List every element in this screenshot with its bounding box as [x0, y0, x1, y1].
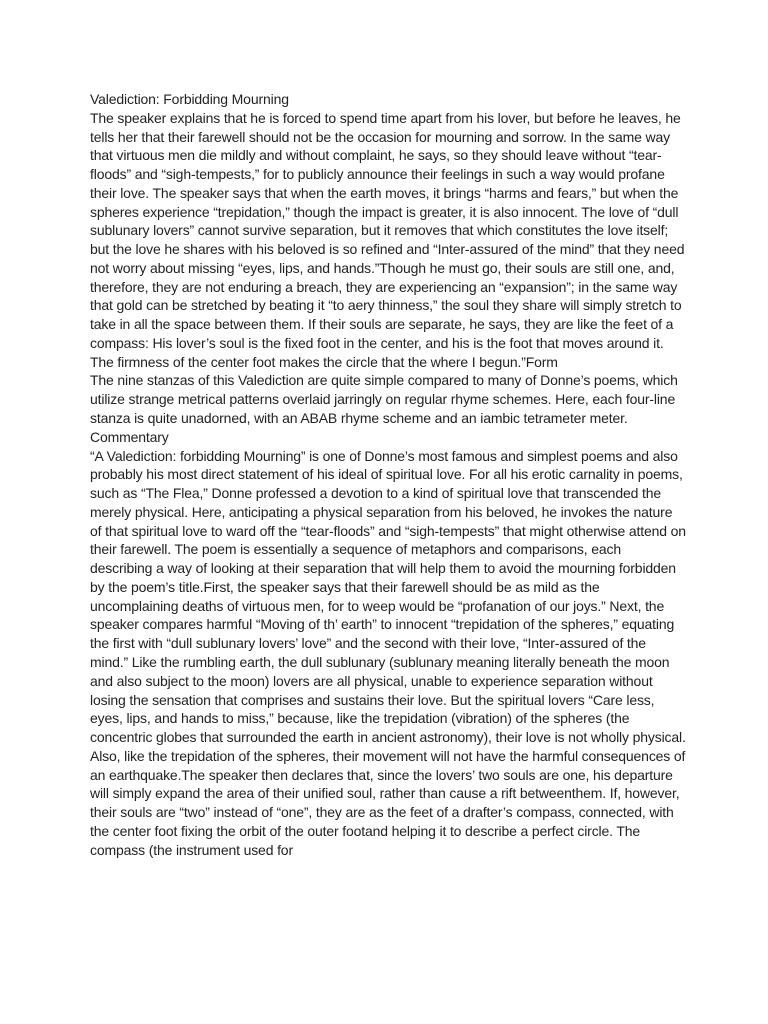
form-paragraph: The nine stanzas of this Valediction are quite simple compared to many of Donne’s poems, which utilize strange metrical patterns overlaid jarringly on regular rhyme schemes. Here, each four-line stanza is quite unadorned, with an ABAB rhyme scheme and an iambic tetrameter meter.: [90, 372, 678, 427]
summary-paragraph: The speaker explains that he is forced to spend time apart from his lover, but before he leaves, he tells her that their farewell should not be the occasion for mourning and sorrow. In the same way that virtuous men die mildly and without complaint, he says, so they should leave without “tear-floods” and “sigh-tempests,” for to publicly announce their feelings in such a way would profane their love. The speaker says that when the earth moves, it brings “harms and fears,” but when the spheres experience “trepidation,” though the impact is greater, it is also innocent. The love of “dull sublunary lovers” cannot survive separation, but it removes that which constitutes the love itself; but the love he shares with his beloved is so refined and “Inter-assured of the mind” that they need not worry about missing “eyes, lips, and hands.”Though he must go, their souls are still one, and, therefore, they are not enduring a breach, they are experiencing an “expansion”; in the same way that gold can be stretched by beating it “to aery thinness,” the soul they share will simply stretch to take in all the space between them. If their souls are separate, he says, they are like the feet of a compass: His lover’s soul is the fixed foot in the center, and his is the foot that moves around it. The firmness of the center foot makes the circle that the where I begun.”Form: [90, 109, 685, 370]
document-title: Valediction: Forbidding Mourning: [90, 91, 289, 107]
commentary-heading: Commentary: [90, 428, 169, 445]
document-page: [90, 90, 686, 859]
commentary-paragraph: “A Valediction: forbidding Mourning” is one of Donne’s most famous and simplest poems and also probably his most direct statement of his ideal of spiritual love. For all his erotic carnality in poems, such as “The Flea,” Donne professed a devotion to a kind of spiritual love that transcended the merely physical. Here, anticipating a physical separation from his beloved, he invokes the nature of that spiritual love to ward off the “tear-floods” and “sigh-tempests” that might otherwise attend on their farewell. The poem is essentially a sequence of metaphors and comparisons, each describing a way of looking at their separation that will help them to avoid the mourning forbidden by the poem’s title.First, the speaker says that their farewell should be as mild as the uncomplaining deaths of virtuous men, for to weep would be “profanation of our joys.” Next, the speaker compares harmful “Moving of th’ earth” to innocent “trepidation of the spheres,” equating the first with “dull sublunary lovers’ love” and the second with their love, “Inter-assured of the mind.” Like the rumbling earth, the dull sublunary (sublunary meaning literally beneath the moon and also subject to the moon) lovers are all physical, unable to experience separation without losing the sensation that comprises and sustains their love. But the spiritual lovers “Care less, eyes, lips, and hands to miss,” because, like the trepidation (vibration) of the spheres (the concentric globes that surrounded the earth in ancient astronomy), their love is not wholly physical. Also, like the trepidation of the spheres, their movement will not have the harmful consequences of an earthquake.The speaker then declares that, since the lovers’ two souls are one, his departure will simply expand the area of their unified soul, rather than cause a rift betweenthem. If, however, their souls are “two” instead of “one”, they are as the feet of a drafter’s compass, connected, with the center foot fixing the orbit of the outer footand helping it to describe a perfect circle. The compass (the instrument used for: [90, 447, 686, 858]
